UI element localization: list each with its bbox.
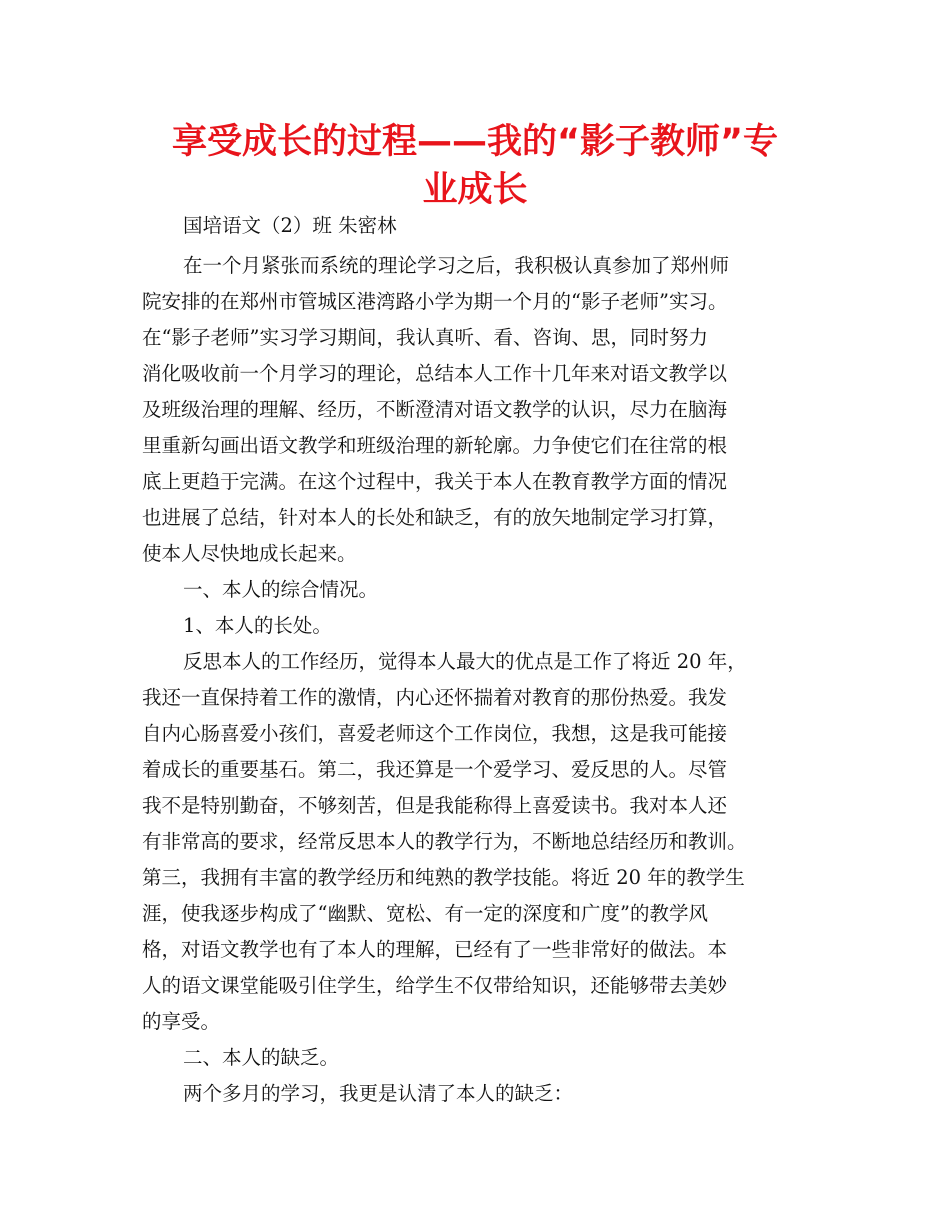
title-line-2: 业成长 <box>422 170 528 210</box>
body-line: 我还一直保持着工作的激情，内心还怀揣着对教育的那份热爱。我发 <box>142 686 728 709</box>
body-line: 自内心肠喜爱小孩们，喜爱老师这个工作岗位，我想，这是我可能接 <box>142 722 728 745</box>
body-line: 格，对语文教学也有了本人的理解，已经有了一些非常好的做法。本 <box>142 938 728 961</box>
body-line: 消化吸收前一个月学习的理论，总结本人工作十几年来对语文教学以 <box>142 362 728 385</box>
body-line: 在一个月紧张而系统的理论学习之后，我积极认真参加了郑州师 <box>183 254 730 277</box>
body-line: 人的语文课堂能吸引住学生，给学生不仅带给知识，还能够带去美妙 <box>142 974 728 997</box>
body-line: 院安排的在郑州市管城区港湾路小学为期一个月的“影子老师”实习。 <box>142 290 728 313</box>
body-line: 里重新勾画出语文教学和班级治理的新轮廓。力争使它们在往常的根 <box>142 434 728 457</box>
subsection-heading: 1、本人的长处。 <box>183 614 332 637</box>
body-line: 的享受。 <box>142 1010 221 1033</box>
body-line: 及班级治理的理解、经历，不断澄清对语文教学的认识，尽力在脑海 <box>142 398 728 421</box>
body-line: 在“影子老师”实习学习期间，我认真听、看、咨询、思，同时努力 <box>142 326 708 349</box>
body-line: 我不是特别勤奋，不够刻苦，但是我能称得上喜爱读书。我对本人还 <box>142 794 728 817</box>
body-line: 涯，使我逐步构成了“幽默、宽松、有一定的深度和广度”的教学风 <box>142 902 708 925</box>
body-line: 底上更趋于完满。在这个过程中，我关于本人在教育教学方面的情况 <box>142 470 728 493</box>
section-heading: 一、本人的综合情况。 <box>183 578 379 601</box>
body-line: 也进展了总结，针对本人的长处和缺乏，有的放矢地制定学习打算， <box>142 506 728 529</box>
body-line: 着成长的重要基石。第二，我还算是一个爱学习、爱反思的人。尽管 <box>142 758 728 781</box>
body-line: 第三，我拥有丰富的教学经历和纯熟的教学技能。将近 20 年的教学生 <box>142 866 745 889</box>
body-line: 使本人尽快地成长起来。 <box>142 542 357 565</box>
title-line-1: 享受成长的过程——我的“影子教师”专 <box>171 122 778 162</box>
author-line: 国培语文（2）班 朱密林 <box>183 214 397 237</box>
body-line: 两个多月的学习，我更是认清了本人的缺乏： <box>183 1082 574 1105</box>
body-line: 反思本人的工作经历，觉得本人最大的优点是工作了将近 20 年， <box>183 650 747 673</box>
document-title <box>140 118 810 214</box>
section-heading: 二、本人的缺乏。 <box>183 1046 340 1069</box>
body-line: 有非常高的要求，经常反思本人的教学行为，不断地总结经历和教训。 <box>142 830 747 853</box>
